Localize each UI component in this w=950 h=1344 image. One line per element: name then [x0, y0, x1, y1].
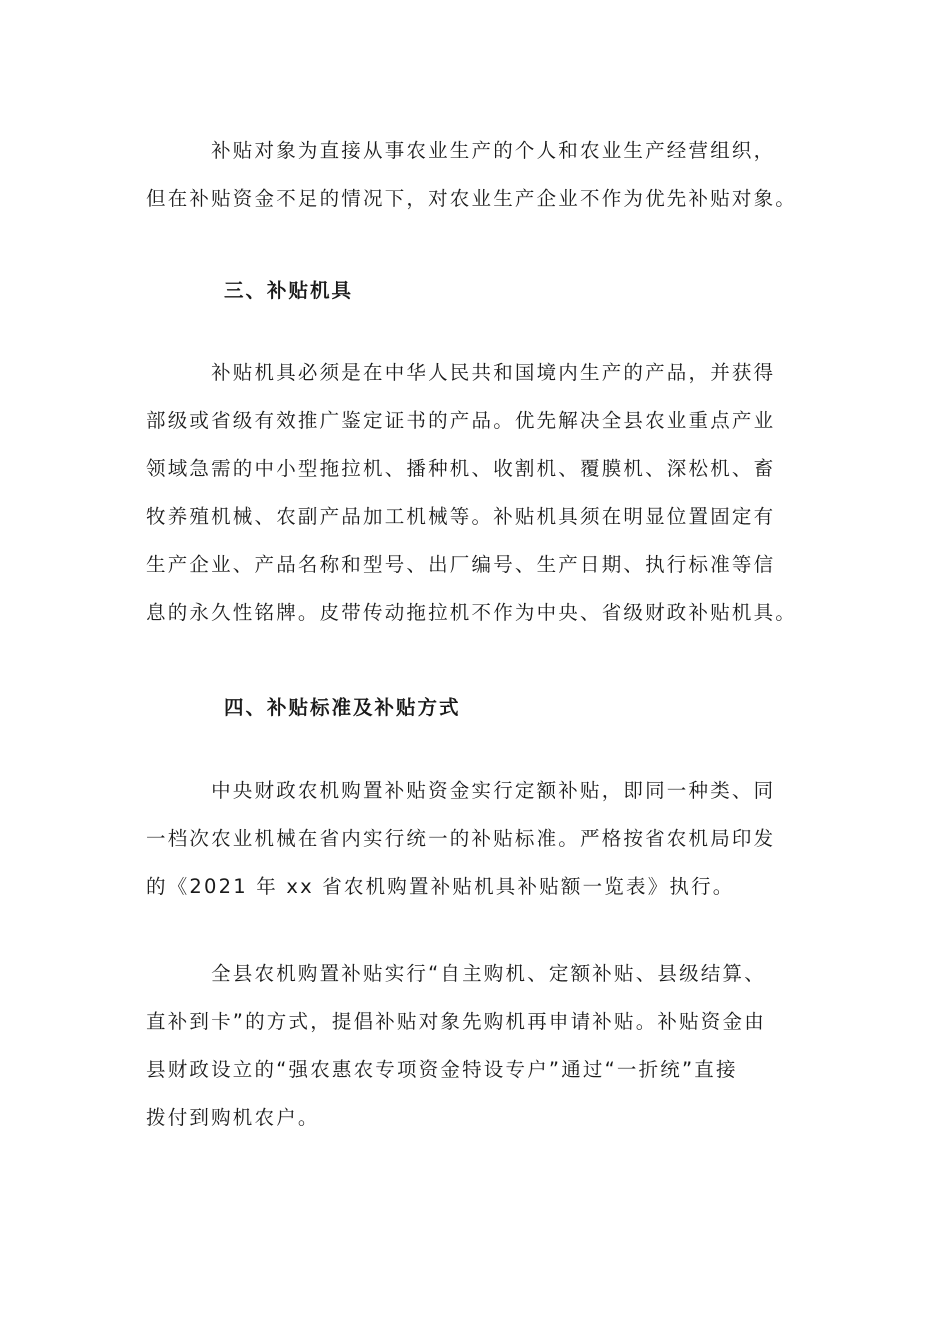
- paragraph-subsidy-machinery: [146, 349, 806, 637]
- paragraph-subsidy-standard: [146, 767, 806, 911]
- paragraph-subsidy-method: [146, 950, 806, 1142]
- text-line: 补贴机具必须是在中华人民共和国境内生产的产品，并获得: [146, 361, 776, 384]
- text-line: 的《2021 年 xx 省农机购置补贴机具补贴额一览表》执行。: [146, 875, 735, 898]
- text-line: 一档次农业机械在省内实行统一的补贴标准。严格按省农机局印发: [146, 827, 776, 850]
- text-line: 全县农机购置补贴实行“自主购机、定额补贴、县级结算、: [146, 962, 766, 985]
- text-line: 牧养殖机械、农副产品加工机械等。补贴机具须在明显位置固定有: [146, 505, 776, 528]
- text-line: 拨付到购机农户。: [146, 1106, 320, 1129]
- paragraph-subsidy-recipients: [146, 127, 806, 223]
- text-line: 中央财政农机购置补贴资金实行定额补贴，即同一种类、同: [146, 779, 776, 802]
- text-line: 生产企业、产品名称和型号、出厂编号、生产日期、执行标准等信: [146, 553, 776, 576]
- section-heading-3: 三、补贴机具: [224, 279, 354, 302]
- text-line: 补贴对象为直接从事农业生产的个人和农业生产经营组织，: [146, 139, 776, 162]
- text-line: 直补到卡”的方式，提倡补贴对象先购机再申请补贴。补贴资金由: [146, 1010, 766, 1033]
- text-line: 县财政设立的“强农惠农专项资金特设专户”通过“一折统”直接: [146, 1058, 738, 1081]
- text-line: 息的永久性铭牌。皮带传动拖拉机不作为中央、省级财政补贴机具。: [146, 601, 798, 624]
- text-line: 但在补贴资金不足的情况下，对农业生产企业不作为优先补贴对象。: [146, 187, 798, 210]
- text-line: 领域急需的中小型拖拉机、播种机、收割机、覆膜机、深松机、畜: [146, 457, 776, 480]
- section-heading-4: 四、补贴标准及补贴方式: [224, 696, 461, 719]
- text-line: 部级或省级有效推广鉴定证书的产品。优先解决全县农业重点产业: [146, 409, 776, 432]
